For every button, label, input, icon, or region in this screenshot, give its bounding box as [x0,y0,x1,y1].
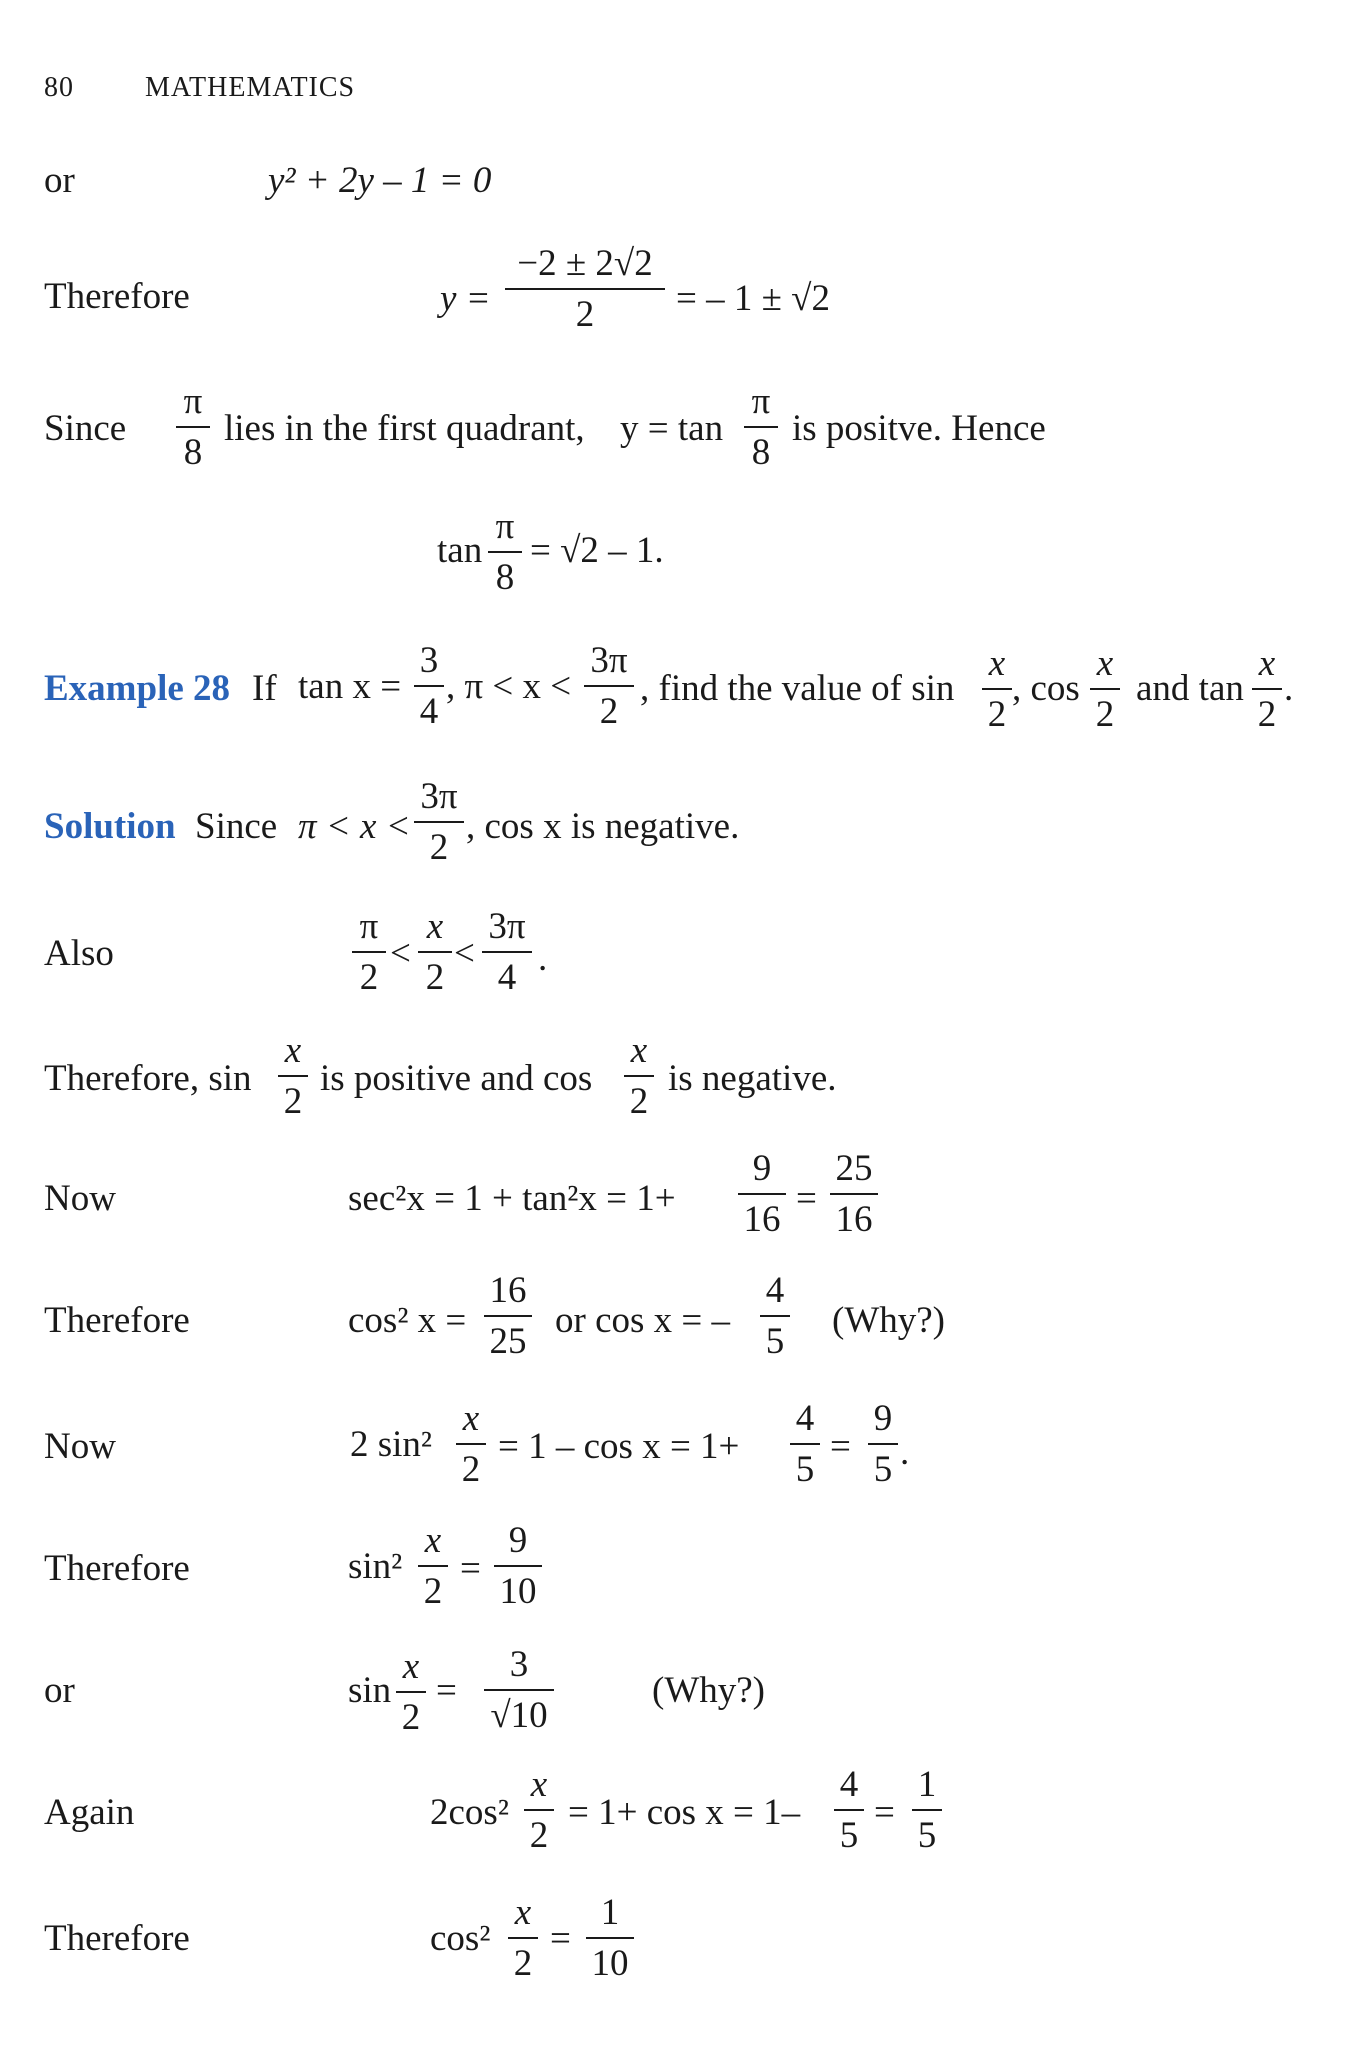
equals-sin: = [436,1670,457,1711]
solution-since: Since [195,806,278,847]
fraction-1-over-10: 1 10 [586,1894,634,1982]
solution-label: Solution [44,806,176,847]
fraction-9-over-5: 9 5 [868,1400,898,1488]
fraction-pi-over-8-b: π 8 [744,383,778,471]
fraction-x-over-2-h: x 2 [418,1522,448,1610]
page-number: 80 [44,72,74,103]
fraction-25-over-16: 25 16 [830,1150,878,1238]
now2-middle: = 1 – cos x = 1+ [498,1426,740,1467]
fraction-x-over-2-b: x 2 [1090,645,1120,733]
solution-cos-negative: , cos x is negative. [466,806,740,847]
label-therefore-1: Therefore [44,276,190,317]
fraction-3pi-over-4: 3π 4 [482,908,532,996]
fraction-9-over-10: 9 10 [494,1522,542,1610]
fraction-pi-over-8-a: π 8 [176,383,210,471]
is-positive-cos-text: is positive and cos [320,1058,593,1099]
label-therefore-4: Therefore [44,1918,190,1959]
fraction-x-over-2-k: x 2 [508,1894,538,1982]
fraction-3pi-over-2-a: 3π 2 [584,642,634,730]
or-cos-x: or cos x = – [555,1300,731,1341]
fraction-x-over-2-f: x 2 [624,1032,654,1120]
is-negative-text: is negative. [668,1058,837,1099]
fraction-9-over-16: 9 16 [738,1150,786,1238]
again-middle: = 1+ cos x = 1– [568,1792,801,1833]
text-first-quadrant: lies in the first quadrant, [224,408,585,449]
fraction-x-over-2-a: x 2 [982,645,1012,733]
label-therefore-2: Therefore [44,1300,190,1341]
page-header-title: MATHEMATICS [145,72,356,103]
equals-again: = [874,1792,895,1833]
text-y-tan: y = tan [620,408,724,449]
fraction-4-over-5-b: 4 5 [790,1400,820,1488]
why-2: (Why?) [652,1670,765,1711]
example-tanx: tan x = [298,666,402,707]
fraction-4-over-5-a: 4 5 [760,1272,790,1360]
cos-squared-final-lhs: cos² [430,1918,491,1959]
example-and-tan: and tan [1136,668,1244,709]
less-than-2: < [454,933,475,974]
example-find-text: , find the value of sin [640,668,955,709]
now2-period: . [900,1432,910,1473]
equals-cos2: = [550,1918,571,1959]
fraction-x-over-2-c: x 2 [1252,645,1282,733]
also-period: . [538,938,548,979]
equation-quadratic: y² + 2y – 1 = 0 [268,160,492,201]
therefore-sin-text: Therefore, sin [44,1058,252,1099]
example-if: If [252,668,277,709]
two-sin-squared: 2 sin² [350,1424,433,1465]
label-also: Also [44,933,114,974]
equals-sin2: = [460,1548,481,1589]
label-again: Again [44,1792,135,1833]
example-28-label: Example 28 [44,668,231,709]
fraction-3pi-over-2-b: 3π 2 [414,778,464,866]
fraction-pi-over-8-c: π 8 [488,508,522,596]
sin-squared-lhs: sin² [348,1546,403,1587]
solution-inequality: π < x < [298,806,411,847]
tan-label: tan [437,530,483,571]
two-cos-squared: 2cos² [430,1792,509,1833]
fraction-x-over-2-d: x 2 [418,908,452,996]
label-or-2: or [44,1670,75,1711]
fraction-y-solution: −2 ± 2√2 2 [505,245,665,333]
fraction-x-over-2-e: x 2 [278,1032,308,1120]
fraction-x-over-2-i: x 2 [396,1648,426,1736]
equals-now1: = [796,1178,817,1219]
label-therefore-3: Therefore [44,1548,190,1589]
why-1: (Why?) [832,1300,945,1341]
cos-squared-lhs: cos² x = [348,1300,467,1341]
example-cos: , cos [1012,668,1080,709]
label-since: Since [44,408,127,449]
label-now-2: Now [44,1426,116,1467]
fraction-3-over-4: 3 4 [414,642,444,730]
y-equals: y = [440,278,491,319]
fraction-4-over-5-c: 4 5 [834,1766,864,1854]
label-now-1: Now [44,1178,116,1219]
fraction-pi-over-2: π 2 [352,908,386,996]
fraction-3-over-root-10: 3 √10 [484,1646,554,1734]
example-inequality: , π < x < [446,666,572,707]
fraction-x-over-2-j: x 2 [524,1766,554,1854]
fraction-16-over-25: 16 25 [484,1272,532,1360]
sec-squared-identity: sec²x = 1 + tan²x = 1+ [348,1178,676,1219]
equals-now2: = [830,1426,851,1467]
less-than-1: < [390,933,411,974]
sin-lhs: sin [348,1670,392,1711]
tan-result: = √2 – 1. [530,530,664,571]
fraction-1-over-5: 1 5 [912,1766,942,1854]
fraction-x-over-2-g: x 2 [456,1400,486,1488]
text-is-positive: is positve. Hence [792,408,1046,449]
label-or-1: or [44,160,75,201]
y-simplified: = – 1 ± √2 [676,278,830,319]
example-period: . [1284,668,1294,709]
